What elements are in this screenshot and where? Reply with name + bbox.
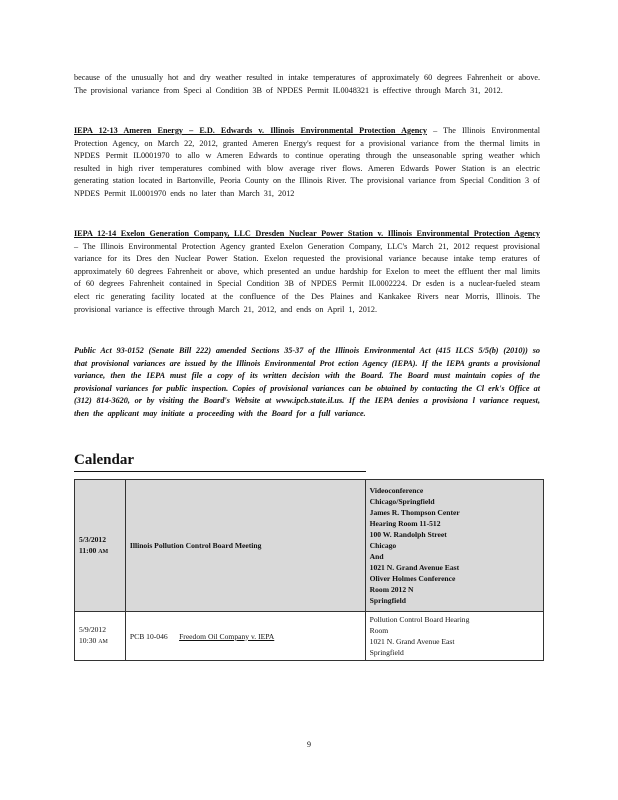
calendar-row bbox=[75, 612, 544, 661]
calendar-time: 11:00 bbox=[79, 545, 97, 555]
location-line: 100 W. Randolph Street bbox=[369, 530, 447, 539]
location-line: 1021 N. Grand Avenue East bbox=[369, 563, 460, 572]
case-body-iepa-12-13: – The Illinois Environmental Protection Agency, on March 22, 2012, granted Ameren Energy's request for a provisional variance from the thermal limits in NPDES Permit IL0001970 to allo w Ameren Edwards to continue operating through the unseasonable spring weather which resulted in high river temperatures combined with blow average river flows. Ameren Edwards Power Station is an electric generating station located in Bartonville, Peoria County on the Illinois River. The provisional variance from Special Condition 3 of NPDES Permit IL0001970 ends no later than March 31, 2012 bbox=[74, 126, 540, 198]
calendar-date-cell bbox=[75, 612, 126, 661]
page-number: 9 bbox=[307, 740, 311, 749]
calendar-ampm: AM bbox=[98, 639, 108, 645]
case-heading-iepa-12-14: IEPA 12-14 Exelon Generation Company, LLC Dresden Nuclear Power Station v. Illinois Environmental Protection Agency bbox=[74, 229, 540, 238]
location-line: Chicago/Springfield bbox=[369, 497, 435, 506]
location-line: Chicago bbox=[369, 541, 397, 550]
calendar-case-link[interactable]: Freedom Oil Company v. IEPA bbox=[179, 631, 275, 641]
location-line: Hearing Room 11-512 bbox=[369, 519, 441, 528]
location-line: Room bbox=[369, 626, 389, 635]
paragraph-iepa-12-14 bbox=[74, 228, 540, 316]
calendar-title: Calendar bbox=[74, 452, 134, 468]
case-body-iepa-12-14: – The Illinois Environmental Protection Agency granted Exelon Generation Company, LLC's March 21, 2012 request provisional variance for its Dres den Nuclear Power Station. Exelon requested the provisional variance because intake temp eratures of approximately 60 degrees Fahrenheit or above, which presented an undue hardship for Exelon to meet the effluent ther mal limits of 60 degrees Fahrenheit contained in Special Condition 3B of NPDES Permit IL0002224. Dr esden is a nuclear-fueled steam elect ric generating facility located at the confluence of the Des Plaines and Kankakee Rivers near Morris, Illinois. The provisional variance is effective through March 21, 2012, and ends on April 1, 2012. bbox=[74, 241, 540, 314]
calendar-matter-cell bbox=[125, 480, 365, 612]
public-act-text: Public Act 93-0152 (Senate Bill 222) amended Sections 35-37 of the Illinois Environmental Act (415 ILCS 5/5(b) (2010)) so that provisional variances are issued by the Illinois Environmental Prot ection Agency (IEPA). If the IEPA grants a provisional variance, then the IEPA must file a copy of its written decision with the Board. The Board must maintain copies of the provisional variances for public inspection. Copies of provisional variances can be obtained by contacting the Cl erk's Office at (312) 814-3620, or by visiting the Board's Website at www.ipcb.state.il.us. If the IEPA denies a provisiona l variance request, then the applicant may initiate a proceeding with the Board for a full variance. bbox=[74, 346, 540, 418]
calendar-location-cell bbox=[365, 612, 543, 661]
location-line: And bbox=[369, 552, 384, 561]
location-line: Videoconference bbox=[369, 486, 424, 495]
calendar-matter-cell bbox=[125, 612, 365, 661]
calendar-row bbox=[75, 480, 544, 612]
calendar-title-rule bbox=[74, 471, 366, 472]
calendar-date: 5/3/2012 bbox=[79, 534, 107, 544]
paragraph-public-act-note bbox=[74, 345, 540, 421]
calendar-ampm: AM bbox=[98, 548, 109, 555]
location-line: Springfield bbox=[369, 648, 404, 657]
calendar-location-cell bbox=[365, 480, 543, 612]
calendar-case-number: PCB 10-046 bbox=[129, 631, 168, 641]
location-line: James R. Thompson Center bbox=[369, 508, 460, 517]
paragraph-variance-continued: because of the unusually hot and dry weather resulted in intake temperatures of approximately 60 degrees Fahrenheit or above. The provisional variance from Speci al Condition 3B of NPDES Permit IL0048321 is effective through March 31, 2012. bbox=[74, 73, 540, 95]
calendar-time: 10:30 bbox=[79, 636, 97, 645]
calendar-date-cell bbox=[75, 480, 126, 612]
calendar-date: 5/9/2012 bbox=[79, 625, 107, 634]
paragraph-iepa-12-13 bbox=[74, 125, 540, 201]
location-line: Oliver Holmes Conference bbox=[369, 574, 456, 583]
location-line: Springfield bbox=[369, 596, 406, 605]
case-heading-iepa-12-13: IEPA 12-13 Ameren Energy – E.D. Edwards v. Illinois Environmental Protection Agency bbox=[74, 126, 427, 135]
location-line: 1021 N. Grand Avenue East bbox=[369, 637, 455, 646]
location-line: Room 2012 N bbox=[369, 585, 414, 594]
calendar-table bbox=[74, 479, 544, 661]
calendar-matter: Illinois Pollution Control Board Meeting bbox=[129, 541, 262, 550]
location-line: Pollution Control Board Hearing bbox=[369, 615, 470, 624]
